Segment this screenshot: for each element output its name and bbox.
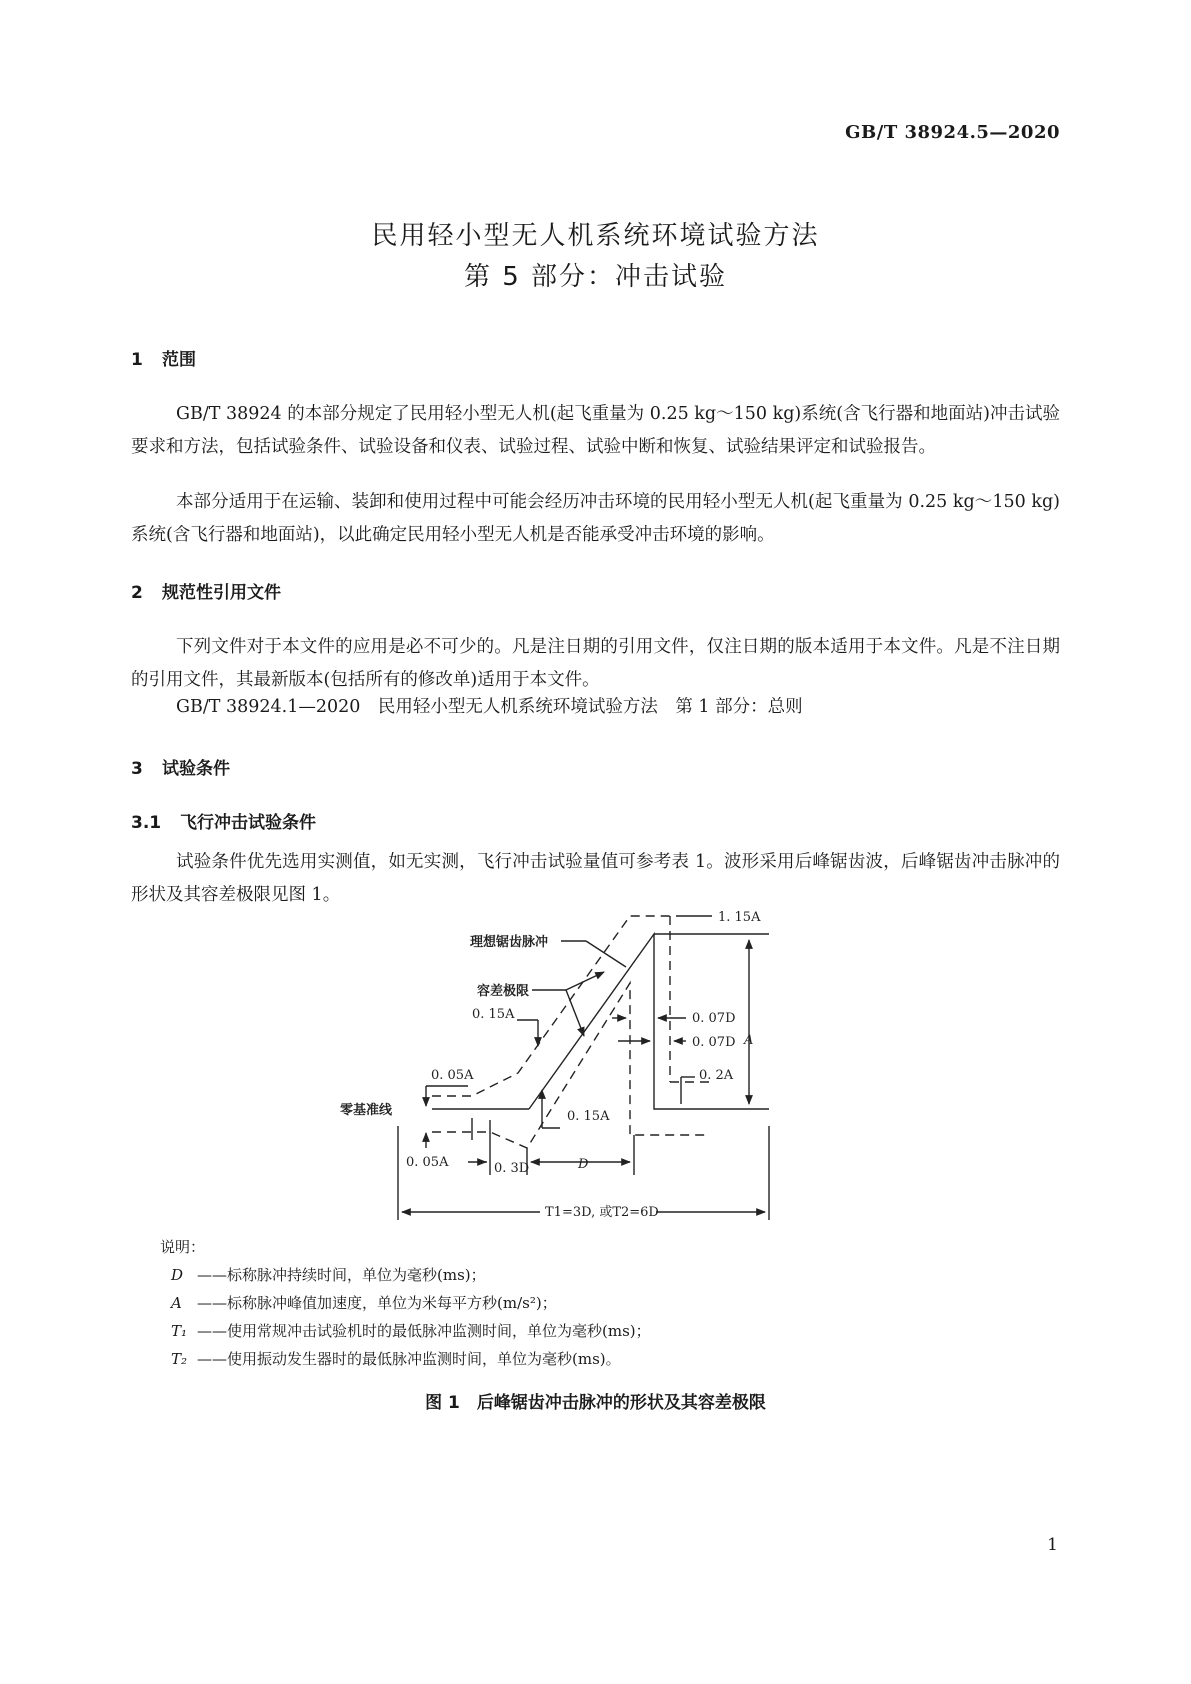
document-subtitle: 第 5 部分：冲击试验: [463, 262, 728, 292]
label-d007-bottom: 0. 07D: [692, 1035, 736, 1050]
section-number: 2: [131, 583, 143, 603]
legend-symbol: D: [171, 1266, 184, 1284]
paragraph-text: 下列文件对于本文件的应用是必不可少的。凡是注日期的引用文件，仅注日期的版本适用于本文件。凡是不注日期的引用文件，其最新版本(包括所有的修改单)适用于本文件。: [131, 637, 1060, 690]
legend-title: 说明：: [160, 1238, 206, 1256]
label-d: D: [578, 1157, 589, 1172]
legend-text: ——使用常规冲击试验机时的最低脉冲监测时间，单位为毫秒(ms)；: [197, 1322, 651, 1340]
label-a005-lower: 0. 05A: [406, 1155, 449, 1170]
section-title: 范围: [162, 350, 196, 370]
label-d03: 0. 3D: [494, 1161, 530, 1176]
legend-item-d: [171, 1264, 486, 1285]
label-a005-upper: 0. 05A: [431, 1068, 474, 1083]
label-a02: 0. 2A: [699, 1068, 734, 1083]
legend-symbol: T₁: [171, 1322, 188, 1340]
legend-text: ——标称脉冲峰值加速度，单位为米每平方秒(m/s²)；: [197, 1294, 557, 1312]
label-a015-upper: 0. 15A: [472, 1007, 515, 1022]
legend-text: ——使用振动发生器时的最低脉冲监测时间，单位为毫秒(ms)。: [197, 1350, 621, 1368]
section-number: 3: [131, 759, 143, 779]
tolerance-pointer-2: [566, 972, 604, 990]
tolerance-pointer-1: [566, 990, 584, 1036]
legend-item-a: [171, 1292, 557, 1313]
section-number: 3.1: [131, 813, 162, 833]
page-number: 1: [1047, 1535, 1058, 1555]
section-title: 规范性引用文件: [162, 583, 281, 603]
paragraph-text: 本部分适用于在运输、装卸和使用过程中可能会经历冲击环境的民用轻小型无人机(起飞重量为 0.25 kg～150 kg)系统(含飞行器和地面站)，以此确定民用轻小型无人机是否能承受冲击环境的影响。: [131, 492, 1060, 545]
ideal-pulse-pointer: [586, 941, 626, 967]
section-title: 飞行冲击试验条件: [180, 813, 316, 833]
label-a: A: [744, 1033, 754, 1048]
section-number: 1: [131, 350, 143, 370]
section-title: 试验条件: [162, 759, 230, 779]
normative-reference: GB/T 38924.1—2020 民用轻小型无人机系统环境试验方法 第 1 部分：总则: [176, 697, 803, 717]
document-number: GB/T 38924.5—2020: [845, 122, 1060, 143]
legend-item-t1: [171, 1320, 651, 1341]
label-tolerance: 容差极限: [477, 984, 530, 999]
paragraph-text: GB/T 38924 的本部分规定了民用轻小型无人机(起飞重量为 0.25 kg～150 kg)系统(含飞行器和地面站)冲击试验要求和方法，包括试验条件、试验设备和仪表、试验过程、试验中断和恢复、试验结果评定和试验报告。: [131, 404, 1060, 457]
label-a115: 1. 15A: [718, 910, 761, 925]
label-zero-baseline: 零基准线: [340, 1103, 393, 1118]
label-d007-top: 0. 07D: [692, 1011, 736, 1026]
label-a015-lower: 0. 15A: [567, 1109, 610, 1124]
legend-symbol: A: [171, 1294, 182, 1312]
label-t: T1=3D, 或T2=6D: [545, 1205, 659, 1220]
legend-item-t2: [171, 1348, 621, 1369]
legend-text: ——标称脉冲持续时间，单位为毫秒(ms)；: [197, 1266, 486, 1284]
figure-caption: 图 1 后峰锯齿冲击脉冲的形状及其容差极限: [425, 1393, 766, 1413]
legend-symbol: T₂: [171, 1350, 188, 1368]
paragraph-text: 试验条件优先选用实测值，如无实测，飞行冲击试验量值可参考表 1。波形采用后峰锯齿波，后峰锯齿冲击脉冲的形状及其容差极限见图 1。: [131, 852, 1060, 905]
label-ideal-pulse: 理想锯齿脉冲: [470, 935, 549, 950]
document-title: 民用轻小型无人机系统环境试验方法: [371, 221, 820, 251]
